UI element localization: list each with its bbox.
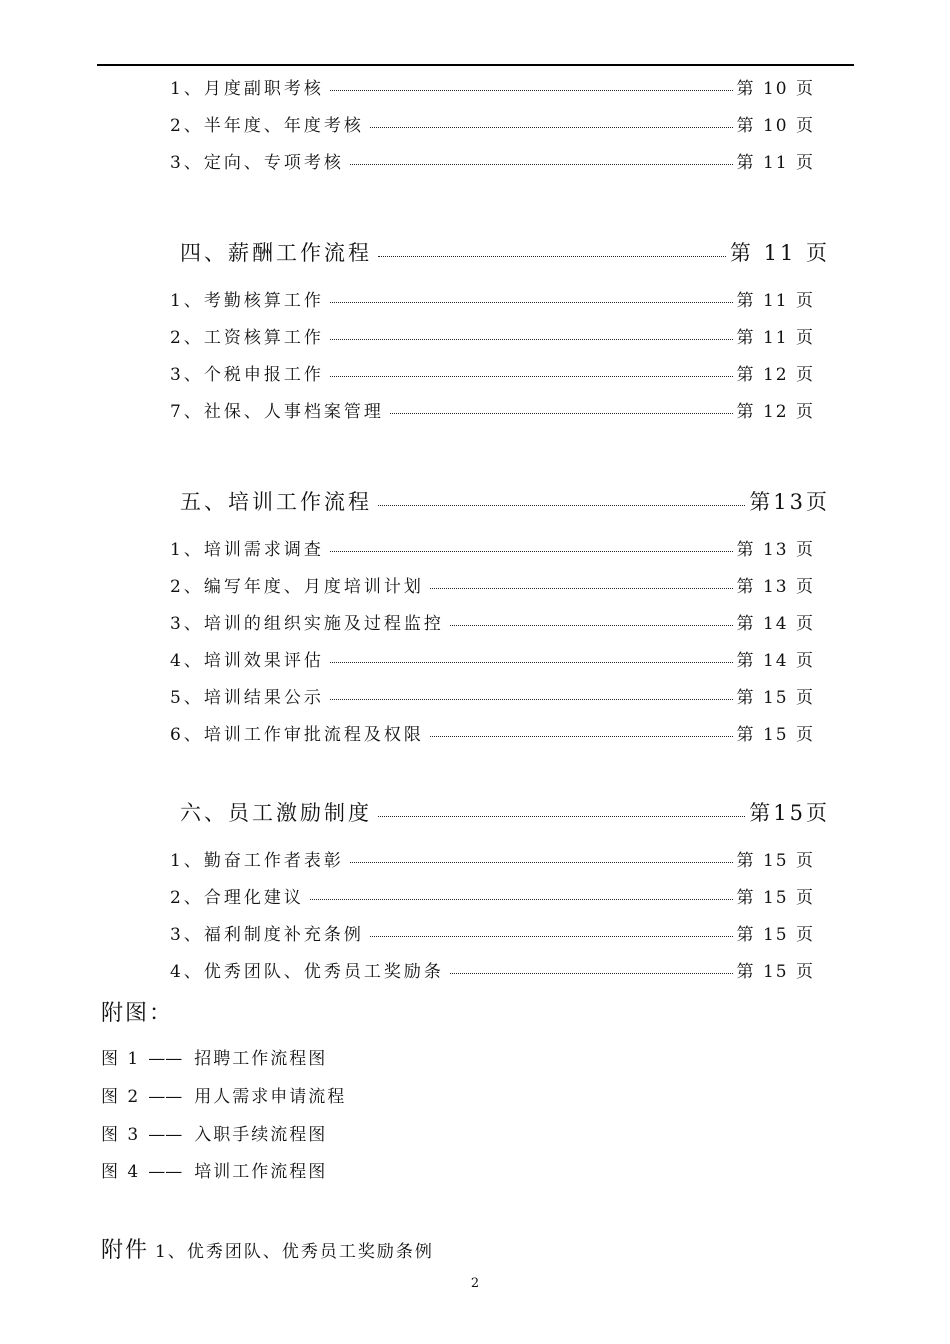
- toc-entry-page: 第 15 页: [736, 925, 815, 945]
- toc-entry-label: 3、定向、专项考核: [170, 153, 344, 173]
- toc-entry-page: 第 10 页: [736, 79, 815, 99]
- appendix-title: 附图：: [101, 1001, 174, 1026]
- dot-leader: [350, 164, 733, 165]
- dot-leader: [370, 127, 733, 128]
- toc-section-page: 第13页: [749, 490, 830, 514]
- dot-leader: [330, 551, 733, 552]
- header-rule: [97, 64, 854, 66]
- toc-entry-label: 1、考勤核算工作: [170, 291, 324, 311]
- dot-leader: [450, 625, 733, 626]
- toc-entry[interactable]: [170, 609, 815, 634]
- figure-number: 图 1: [101, 1049, 141, 1069]
- figure-title: 用人需求申请流程: [194, 1087, 347, 1107]
- toc-entry-page: 第 13 页: [736, 577, 815, 597]
- attachment-item: 1、优秀团队、优秀员工奖励条例: [155, 1242, 434, 1262]
- toc-entry[interactable]: [170, 360, 815, 385]
- attachment-title: 附件: [101, 1238, 150, 1263]
- figure-title: 招聘工作流程图: [194, 1049, 328, 1069]
- toc-entry-label: 2、编写年度、月度培训计划: [170, 577, 424, 597]
- toc-entry-page: 第 12 页: [736, 402, 815, 422]
- toc-entry-page: 第 12 页: [736, 365, 815, 385]
- dot-leader: [390, 413, 733, 414]
- dot-leader: [330, 662, 733, 663]
- toc-entry[interactable]: [170, 920, 815, 945]
- figure-entry[interactable]: [101, 1157, 327, 1182]
- figure-dash: ——: [148, 1162, 183, 1182]
- toc-entry-label: 2、半年度、年度考核: [170, 116, 364, 136]
- dot-leader: [330, 339, 733, 340]
- toc-entry[interactable]: [170, 572, 815, 597]
- figure-title: 培训工作流程图: [194, 1162, 328, 1182]
- toc-entry-page: 第 14 页: [736, 614, 815, 634]
- toc-entry-label: 2、合理化建议: [170, 888, 304, 908]
- toc-entry-page: 第 13 页: [736, 540, 815, 560]
- dot-leader: [330, 302, 733, 303]
- toc-section-heading[interactable]: [180, 486, 830, 516]
- toc-entry[interactable]: [170, 397, 815, 422]
- toc-entry-label: 4、优秀团队、优秀员工奖励条: [170, 962, 444, 982]
- figure-number: 图 4: [101, 1162, 141, 1182]
- toc-entry-label: 5、培训结果公示: [170, 688, 324, 708]
- figure-dash: ——: [148, 1125, 183, 1145]
- toc-entry[interactable]: [170, 846, 815, 871]
- figure-number: 图 2: [101, 1087, 141, 1107]
- toc-entry-label: 2、工资核算工作: [170, 328, 324, 348]
- toc-entry[interactable]: [170, 148, 815, 173]
- toc-entry[interactable]: [170, 323, 815, 348]
- figure-dash: ——: [148, 1087, 183, 1107]
- toc-section-label: 五、培训工作流程: [180, 490, 372, 514]
- toc-section-page: 第15页: [749, 801, 830, 825]
- dot-leader: [330, 90, 733, 91]
- toc-entry[interactable]: [170, 957, 815, 982]
- toc-entry-page: 第 15 页: [736, 888, 815, 908]
- dot-leader: [310, 899, 733, 900]
- attachment-line[interactable]: [101, 1233, 434, 1264]
- toc-entry[interactable]: [170, 535, 815, 560]
- toc-entry-page: 第 11 页: [736, 291, 815, 311]
- toc-entry-label: 4、培训效果评估: [170, 651, 324, 671]
- toc-entry[interactable]: [170, 683, 815, 708]
- toc-section-heading[interactable]: [180, 797, 830, 827]
- toc-entry-label: 1、月度副职考核: [170, 79, 324, 99]
- dot-leader: [430, 736, 733, 737]
- toc-section-heading[interactable]: [180, 237, 830, 267]
- toc-entry-page: 第 15 页: [736, 688, 815, 708]
- toc-entry[interactable]: [170, 74, 815, 99]
- toc-entry-page: 第 15 页: [736, 962, 815, 982]
- toc-entry-page: 第 14 页: [736, 651, 815, 671]
- toc-entry-page: 第 11 页: [736, 328, 815, 348]
- toc-entry[interactable]: [170, 720, 815, 745]
- figure-entry[interactable]: [101, 1120, 327, 1145]
- toc-entry-label: 7、社保、人事档案管理: [170, 402, 384, 422]
- toc-entry[interactable]: [170, 111, 815, 136]
- dot-leader: [378, 816, 745, 817]
- toc-entry-label: 3、福利制度补充条例: [170, 925, 364, 945]
- figure-entry[interactable]: [101, 1082, 346, 1107]
- dot-leader: [450, 973, 733, 974]
- dot-leader: [378, 256, 726, 257]
- toc-entry[interactable]: [170, 286, 815, 311]
- figure-number: 图 3: [101, 1125, 141, 1145]
- toc-section-label: 六、员工激励制度: [180, 801, 372, 825]
- toc-entry-page: 第 11 页: [736, 153, 815, 173]
- toc-entry-page: 第 15 页: [736, 851, 815, 871]
- toc-section-page: 第 11 页: [729, 241, 830, 265]
- dot-leader: [370, 936, 733, 937]
- toc-entry[interactable]: [170, 646, 815, 671]
- toc-entry-label: 1、勤奋工作者表彰: [170, 851, 344, 871]
- dot-leader: [330, 376, 733, 377]
- dot-leader: [330, 699, 733, 700]
- toc-entry-page: 第 15 页: [736, 725, 815, 745]
- dot-leader: [350, 862, 733, 863]
- dot-leader: [430, 588, 733, 589]
- toc-entry-page: 第 10 页: [736, 116, 815, 136]
- toc-section-label: 四、薪酬工作流程: [180, 241, 372, 265]
- toc-entry-label: 3、个税申报工作: [170, 365, 324, 385]
- toc-entry-label: 3、培训的组织实施及过程监控: [170, 614, 444, 634]
- toc-entry[interactable]: [170, 883, 815, 908]
- toc-entry-label: 1、培训需求调查: [170, 540, 324, 560]
- figure-dash: ——: [148, 1049, 183, 1069]
- toc-entry-label: 6、培训工作审批流程及权限: [170, 725, 424, 745]
- dot-leader: [378, 505, 745, 506]
- figure-entry[interactable]: [101, 1044, 327, 1069]
- page-number: 2: [470, 1276, 480, 1291]
- figure-title: 入职手续流程图: [194, 1125, 328, 1145]
